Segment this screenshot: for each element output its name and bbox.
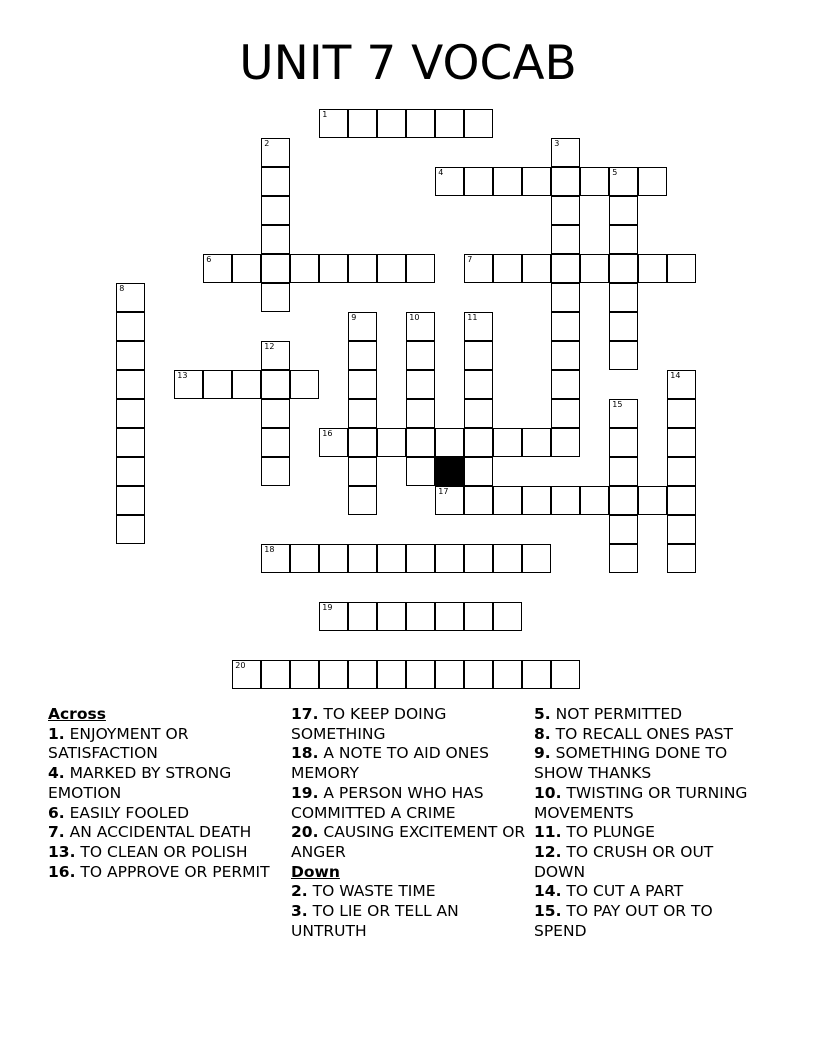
clue-across-17: 17. TO KEEP DOING SOMETHING — [291, 705, 447, 743]
grid-cell[interactable] — [493, 167, 522, 196]
grid-cell[interactable] — [609, 515, 638, 544]
grid-cell[interactable] — [319, 428, 348, 457]
grid-cell[interactable] — [348, 312, 377, 341]
grid-cell[interactable] — [522, 254, 551, 283]
cell-number: 20 — [235, 661, 246, 671]
clues-column-3 — [534, 705, 764, 941]
grid-cell[interactable] — [377, 602, 406, 631]
cell-number: 16 — [322, 429, 333, 439]
grid-cell[interactable] — [203, 370, 232, 399]
cell-number: 13 — [177, 371, 188, 381]
grid-cell[interactable] — [406, 254, 435, 283]
clue-down-5: 5. NOT PERMITTED — [534, 705, 683, 723]
grid-cell[interactable] — [348, 544, 377, 573]
grid-cell[interactable] — [435, 602, 464, 631]
clue-down-8: 8. TO RECALL ONES PAST — [534, 724, 734, 743]
clue-down-3: 3. TO LIE OR TELL AN UNTRUTH — [291, 902, 459, 940]
cell-number: 12 — [264, 342, 275, 352]
black-square — [435, 457, 464, 486]
grid-cell[interactable] — [435, 109, 464, 138]
grid-cell[interactable] — [551, 312, 580, 341]
grid-cell[interactable] — [290, 370, 319, 399]
clue-across-20: 20. CAUSING EXCITEMENT OR ANGER — [291, 823, 526, 861]
grid-cell[interactable] — [435, 167, 464, 196]
cell-number: 5 — [612, 168, 618, 178]
grid-cell[interactable] — [464, 399, 493, 428]
grid-cell[interactable] — [609, 486, 638, 515]
grid-cell[interactable] — [261, 428, 290, 457]
grid-cell[interactable] — [609, 283, 638, 312]
grid-cell[interactable] — [261, 660, 290, 689]
grid-cell[interactable] — [319, 544, 348, 573]
grid-cell[interactable] — [609, 167, 638, 196]
grid-cell[interactable] — [667, 370, 696, 399]
across-heading: Across — [48, 705, 106, 723]
grid-cell[interactable] — [348, 109, 377, 138]
clues-column-2 — [291, 705, 527, 941]
grid-cell[interactable] — [319, 660, 348, 689]
grid-cell[interactable] — [319, 602, 348, 631]
grid-cell[interactable] — [609, 428, 638, 457]
grid-cell[interactable] — [609, 312, 638, 341]
grid-cell[interactable] — [348, 399, 377, 428]
grid-cell[interactable] — [609, 457, 638, 486]
grid-cell[interactable] — [551, 196, 580, 225]
grid-cell[interactable] — [609, 196, 638, 225]
clues-column-1 — [48, 705, 283, 882]
grid-cell[interactable] — [348, 602, 377, 631]
grid-cell[interactable] — [406, 457, 435, 486]
grid-cell[interactable] — [464, 660, 493, 689]
grid-cell[interactable] — [116, 312, 145, 341]
grid-cell[interactable] — [580, 254, 609, 283]
grid-cell[interactable] — [406, 399, 435, 428]
cell-number: 9 — [351, 313, 357, 323]
grid-cell[interactable] — [261, 283, 290, 312]
grid-cell[interactable] — [261, 341, 290, 370]
grid-cell[interactable] — [116, 370, 145, 399]
grid-cell[interactable] — [609, 341, 638, 370]
cell-number: 11 — [467, 313, 478, 323]
grid-cell[interactable] — [493, 428, 522, 457]
grid-cell[interactable] — [551, 283, 580, 312]
page-title: UNIT 7 VOCAB — [239, 36, 577, 91]
grid-cell[interactable] — [261, 138, 290, 167]
grid-cell[interactable] — [551, 370, 580, 399]
grid-cell[interactable] — [464, 370, 493, 399]
grid-cell[interactable] — [580, 486, 609, 515]
grid-cell[interactable] — [522, 167, 551, 196]
grid-cell[interactable] — [406, 312, 435, 341]
cell-number: 2 — [264, 139, 270, 149]
grid-cell[interactable] — [667, 399, 696, 428]
grid-cell[interactable] — [261, 370, 290, 399]
grid-cell[interactable] — [551, 341, 580, 370]
grid-cell[interactable] — [348, 341, 377, 370]
grid-cell[interactable] — [464, 312, 493, 341]
grid-cell[interactable] — [290, 544, 319, 573]
cell-number: 4 — [438, 168, 444, 178]
grid-cell[interactable] — [464, 341, 493, 370]
grid-cell[interactable] — [609, 544, 638, 573]
grid-cell[interactable] — [493, 486, 522, 515]
cell-number: 18 — [264, 545, 275, 555]
grid-cell[interactable] — [667, 457, 696, 486]
grid-cell[interactable] — [580, 167, 609, 196]
grid-cell[interactable] — [551, 660, 580, 689]
grid-cell[interactable] — [116, 515, 145, 544]
grid-cell[interactable] — [609, 399, 638, 428]
grid-cell[interactable] — [667, 428, 696, 457]
grid-cell[interactable] — [493, 602, 522, 631]
grid-cell[interactable] — [348, 370, 377, 399]
grid-cell[interactable] — [522, 486, 551, 515]
clue-down-9: 9. SOMETHING DONE TO SHOW THANKS — [534, 744, 728, 783]
grid-cell[interactable] — [348, 254, 377, 283]
grid-cell[interactable] — [464, 602, 493, 631]
grid-cell[interactable] — [290, 660, 319, 689]
down-heading: Down — [291, 862, 340, 881]
clue-down-11: 11. TO PLUNGE — [534, 823, 655, 842]
grid-cell[interactable] — [406, 602, 435, 631]
grid-cell[interactable] — [377, 544, 406, 573]
cell-number: 3 — [554, 139, 560, 149]
grid-cell[interactable] — [464, 457, 493, 486]
clue-across-19: 19. A PERSON WHO HAS COMMITTED A CRIME — [291, 783, 484, 822]
grid-cell[interactable] — [406, 370, 435, 399]
grid-cell[interactable] — [464, 109, 493, 138]
grid-cell[interactable] — [348, 486, 377, 515]
grid-cell[interactable] — [116, 457, 145, 486]
grid-cell[interactable] — [116, 428, 145, 457]
cell-number: 8 — [119, 284, 125, 294]
grid-cell[interactable] — [377, 254, 406, 283]
grid-cell[interactable] — [261, 544, 290, 573]
clue-down-14: 14. TO CUT A PART — [534, 882, 684, 901]
grid-cell[interactable] — [232, 370, 261, 399]
clue-across-7: 7. AN ACCIDENTAL DEATH — [48, 823, 252, 842]
grid-cell[interactable] — [522, 660, 551, 689]
grid-cell[interactable] — [551, 428, 580, 457]
grid-cell[interactable] — [348, 457, 377, 486]
grid-cell[interactable] — [522, 428, 551, 457]
grid-cell[interactable] — [435, 428, 464, 457]
clue-across-13: 13. TO CLEAN OR POLISH — [48, 842, 248, 861]
grid-cell[interactable] — [464, 167, 493, 196]
grid-cell[interactable] — [319, 109, 348, 138]
grid-cell[interactable] — [406, 109, 435, 138]
clue-across-1: 1. ENJOYMENT OR SATISFACTION — [48, 724, 189, 763]
grid-cell[interactable] — [116, 399, 145, 428]
grid-cell[interactable] — [551, 254, 580, 283]
grid-cell[interactable] — [261, 457, 290, 486]
grid-cell[interactable] — [464, 254, 493, 283]
clue-across-6: 6. EASILY FOOLED — [48, 803, 190, 822]
cell-number: 1 — [322, 110, 328, 120]
clue-across-18: 18. A NOTE TO AID ONES MEMORY — [291, 744, 489, 783]
grid-cell[interactable] — [464, 428, 493, 457]
grid-cell[interactable] — [609, 254, 638, 283]
cell-number: 19 — [322, 603, 333, 613]
cell-number: 6 — [206, 255, 212, 265]
grid-cell[interactable] — [551, 225, 580, 254]
grid-cell[interactable] — [464, 486, 493, 515]
grid-cell[interactable] — [203, 254, 232, 283]
grid-cell[interactable] — [667, 544, 696, 573]
grid-cell[interactable] — [667, 515, 696, 544]
grid-cell[interactable] — [435, 660, 464, 689]
grid-cell[interactable] — [406, 544, 435, 573]
grid-cell[interactable] — [377, 660, 406, 689]
clue-down-2: 2. TO WASTE TIME — [291, 882, 436, 901]
grid-cell[interactable] — [551, 399, 580, 428]
grid-cell[interactable] — [406, 428, 435, 457]
grid-cell[interactable] — [638, 167, 667, 196]
grid-cell[interactable] — [377, 428, 406, 457]
grid-cell[interactable] — [348, 428, 377, 457]
grid-cell[interactable] — [638, 486, 667, 515]
grid-cell[interactable] — [667, 486, 696, 515]
grid-cell[interactable] — [406, 341, 435, 370]
grid-cell[interactable] — [261, 399, 290, 428]
grid-cell[interactable] — [435, 544, 464, 573]
grid-cell[interactable] — [116, 486, 145, 515]
clue-down-15: 15. TO PAY OUT OR TO SPEND — [534, 902, 713, 940]
grid-cell[interactable] — [638, 254, 667, 283]
clue-down-12: 12. TO CRUSH OR OUT DOWN — [534, 842, 714, 881]
cell-number: 17 — [438, 487, 449, 497]
grid-cell[interactable] — [377, 109, 406, 138]
grid-cell[interactable] — [261, 254, 290, 283]
grid-cell[interactable] — [232, 254, 261, 283]
grid-cell[interactable] — [464, 544, 493, 573]
cell-number: 14 — [670, 371, 681, 381]
grid-cell[interactable] — [667, 254, 696, 283]
cell-number: 15 — [612, 400, 623, 410]
grid-cell[interactable] — [493, 660, 522, 689]
grid-cell[interactable] — [551, 486, 580, 515]
grid-cell[interactable] — [174, 370, 203, 399]
grid-cell[interactable] — [493, 254, 522, 283]
grid-cell[interactable] — [261, 225, 290, 254]
cell-number: 10 — [409, 313, 420, 323]
grid-cell[interactable] — [551, 167, 580, 196]
grid-cell[interactable] — [261, 167, 290, 196]
grid-cell[interactable] — [435, 486, 464, 515]
grid-cell[interactable] — [319, 254, 348, 283]
clue-across-4: 4. MARKED BY STRONG EMOTION — [48, 764, 232, 802]
grid-cell[interactable] — [290, 254, 319, 283]
cell-number: 7 — [467, 255, 473, 265]
grid-cell[interactable] — [232, 660, 261, 689]
grid-cell[interactable] — [522, 544, 551, 573]
grid-cell[interactable] — [551, 138, 580, 167]
grid-cell[interactable] — [406, 660, 435, 689]
grid-cell[interactable] — [609, 225, 638, 254]
clue-across-16: 16. TO APPROVE OR PERMIT — [48, 862, 270, 881]
clue-down-10: 10. TWISTING OR TURNING MOVEMENTS — [534, 783, 748, 822]
grid-cell[interactable] — [493, 544, 522, 573]
grid-cell[interactable] — [261, 196, 290, 225]
grid-cell[interactable] — [116, 341, 145, 370]
grid-cell[interactable] — [116, 283, 145, 312]
grid-cell[interactable] — [348, 660, 377, 689]
